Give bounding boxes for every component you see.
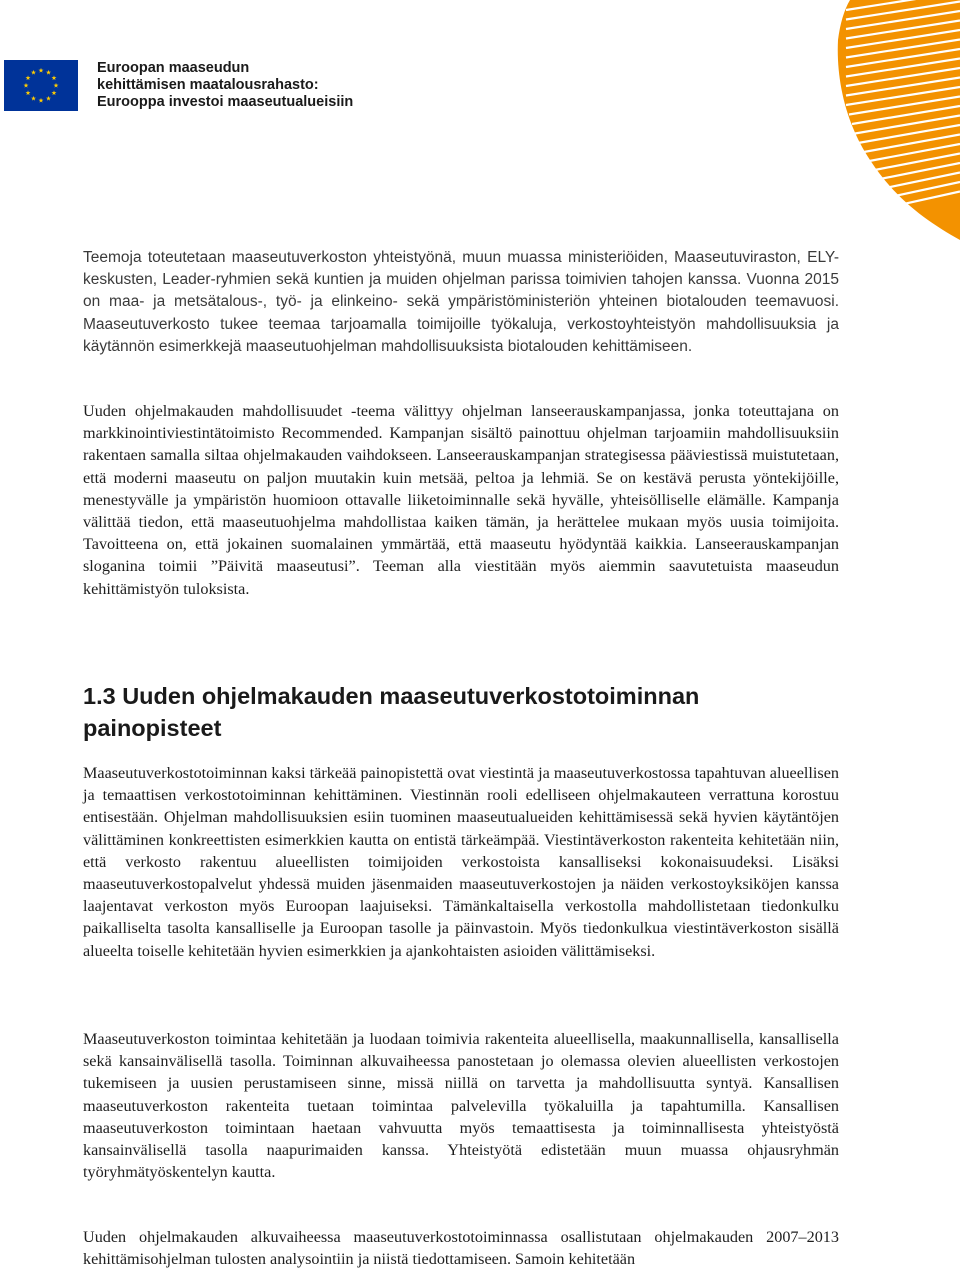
paragraph-priorities: Maaseutuverkostotoiminnan kaksi tärkeää painopistettä ovat viestintä ja maaseutuverkostossa tapahtuvan alueellisen ja temaattisen verkostotoiminnan kehittäminen. Viestinnän rooli edelliseen ohjelmakauteen verrattuna korostuu entisestään. Ohjelman mahdollisuuksien esiin tuominen maaseutualueiden kehittämisessä sekä hyvien käytäntöjen välittäminen konkreettisten esimerkkien kautta on entistä tärkeämpää. Viestintäverkoston rakenteita kehitetään niin, että verkosto rakentuu alueellisten toimijoiden verkostoista kansalliseksi kokonaisuudeksi. Lisäksi maaseutuverkostopalvelut yhdessä muiden jäsenmaiden maaseutuverkostojen ja näiden verkostoyksiköjen kanssa laajentavat verkoston myös Euroopan laajuiseksi. Tämänkaltaisella verkostolla mahdollistetaan tiedonkulku paikalliselta tasolta kansalliselle ja Euroopan tasolle ja päinvastoin. Myös tiedonkulkua viestintäverkoston sisällä alueelta toiselle kehitetään hyvien esimerkkien ja ajankohtaisten asioiden välittämiseksi. — [83, 764, 839, 960]
paragraph-analysis: Uuden ohjelmakauden alkuvaiheessa maaseutuverkostotoiminnassa osallistutaan ohjelmakauden 2007–2013 kehittämisohjelman tulosten analysointiin ja niistä tiedottamiseen. Samoin kehitetään — [83, 1228, 839, 1269]
program-line: Euroopan maaseudun — [97, 60, 250, 76]
paragraph-campaign: Uuden ohjelmakauden mahdollisuudet -teema välittyy ohjelman lanseerauskampanjassa, jonka toteuttajana on markkinointiviestintätoimisto Recommended. Kampanjan sisältö painottuu ohjelman tarjoamiin mahdollisuuksiin rakentaen samalla siltaa ohjelmakauden vaihdokseen. Lanseerauskampanjan strategisessa pääviestissä muistutetaan, että moderni maaseutu on paljon muutakin kuin metsää, peltoa ja lehmiä. Se on kestävä perusta yöntekijöille, menestyvälle ja ympäristön huomioon ottavalle liiketoiminnalle sekä hyvälle, yhteisölliselle elämälle. Kampanja välittää tiedon, että maaseutuohjelma mahdollistaa kaiken tämän, ja herättelee mukaan myös uusia toimijoita. Tavoitteena on, että jokainen suomalainen ymmärtää, että maaseutu hyödyntää kaikkia. Lanseerauskampanjan sloganina toimii ”Päivitä maaseutusi”. Teeman alla viestitään myös aiemmin saavutetuista maaseudun kehittämistyön tuloksista. — [83, 402, 839, 598]
program-line: kehittämisen maatalousrahasto: — [97, 77, 319, 93]
program-line: Eurooppa investoi maaseutualueisiin — [97, 94, 354, 110]
eu-flag-icon — [4, 60, 78, 111]
paragraph-themes: Teemoja toteutetaan maaseutuverkoston yhteistyönä, muun muassa ministeriöiden, Maaseutuviraston, ELY-keskusten, Leader-ryhmien sekä kuntien ja muiden ohjelman parissa toimivien tahojen kanssa. Vuonna 2015 on maa- ja metsätalous-, työ- ja elinkeino- sekä ympäristöministeriön yhteinen biotalouden teemavuosi. Maaseutuverkosto tukee teemaa tarjoamalla toimijoille työkaluja, verkostoyhteistyön mahdollisuuksia ja käytännön esimerkkejä maaseutuohjelman mahdollisuuksista biotalouden kehittämiseen. — [83, 249, 839, 355]
section-heading: 1.3 Uuden ohjelmakauden maaseutuverkostotoiminnan painopisteet — [83, 683, 700, 741]
orange-arc-logo-icon — [810, 0, 960, 240]
page-header — [0, 0, 960, 240]
paragraph-structures: Maaseutuverkoston toimintaa kehitetään ja luodaan toimivia rakenteita alueellisella, maakunnallisella, kansallisella sekä kansainvälisellä tasolla. Toiminnan alkuvaiheessa panostetaan jo olemassa olevien alueellisten verkostojen tukemiseen ja uusien perustamiseen sinne, missä niillä on tarvetta ja mahdollisuutta syntyä. Kansallisen maaseutuverkoston rakenteita tuetaan toimintaa palvelevilla työkaluilla ja tapahtumilla. Kansallisen maaseutuverkoston toimintaan haetaan vahvuutta myös temaattisesta ja toiminnallisesta yhteistyöstä kansainvälisellä tasolla naapurimaiden kanssa. Yhteistyötä edistetään muun muassa ohjausryhmän työryhmätyöskentelyn kautta. — [83, 1030, 839, 1182]
program-name — [97, 60, 353, 111]
